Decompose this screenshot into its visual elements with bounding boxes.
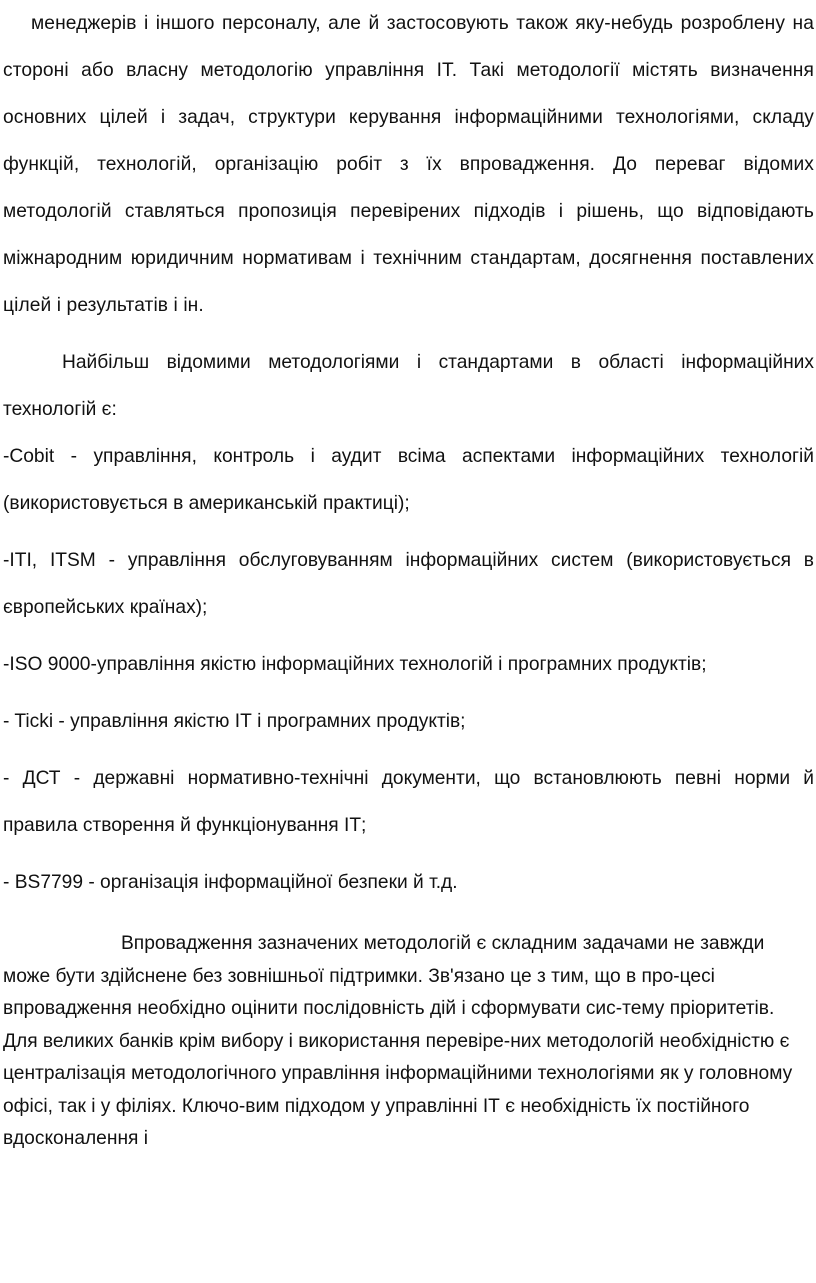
paragraph-known-standards: Найбільш відомими методологіями і стандартами в області інформаційних технологій є: [3,352,814,420]
paragraph-methodologies-intro: менеджерів і іншого персоналу, але й застосовують також яку-небудь розроблену на стороні або власну методологію управління ІТ. Такі методології містять визначення основних цілей і задач, структури керування інформаційними технологіями, складу функцій, технологій, організацію робіт з їх впровадження. До переваг відомих методологій ставляться пропозиція перевірених підходів і рішень, що відповідають міжнародним юридичним нормативам і технічним стандартам, досягнення поставлених цілей і результатів і ін. [3,13,814,316]
list-item-ticki: - Ticki - управління якістю ІТ і програмних продуктів; [3,711,466,732]
list-item-cobit: -Cobit - управління, контроль і аудит всіма аспектами інформаційних технологій (використовується в американській практиці); [3,446,814,514]
paragraph-implementation: Впровадження зазначених методологій є складним задачами не завжди може бути здійснене без зовнішньої підтримки. Зв'язано це з тим, що в про-цесі впровадження необхідно оцінити послідовність дій і сформувати сис-тему пріоритетів. Для великих банків крім вибору і використання перевіре-них методологій необхідністю є централізація методологічного управління інформаційними технологіями як у головному офісі, так і у філіях. Ключо-вим підходом у управлінні ІТ є необхідність їх постійного вдосконалення і [3,933,793,1149]
list-item-itil-itsm: -ITI, ITSM - управління обслуговуванням інформаційних систем (використовується в європейських країнах); [3,550,814,618]
implementation-block [3,928,814,1156]
list-item-bs7799: - BS7799 - організація інформаційної безпеки й т.д. [3,872,458,893]
list-item-dst: - ДСТ - державні нормативно-технічні документи, що встановлюють певні норми й правила створення й функціонування ІТ; [3,768,814,836]
list-item-iso-9000: -ISO 9000-управління якістю інформаційних технологій і програмних продуктів; [3,654,707,675]
